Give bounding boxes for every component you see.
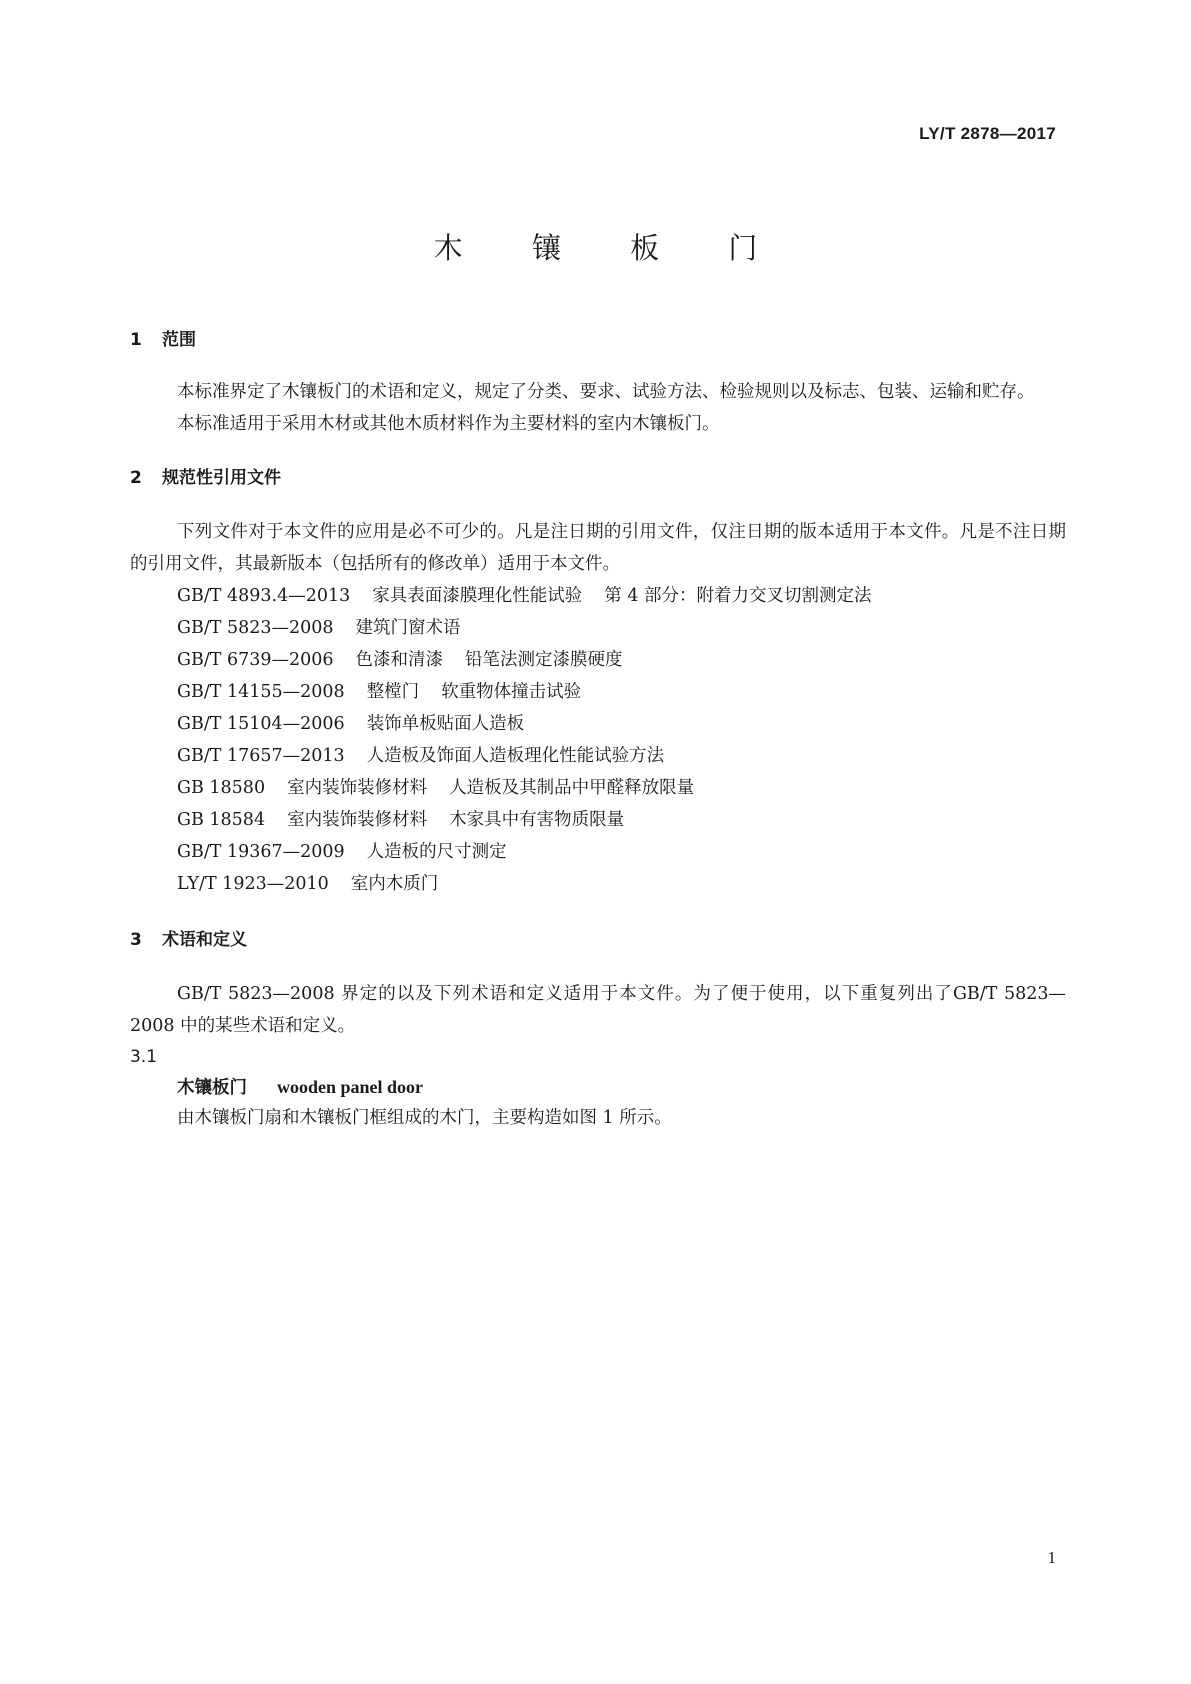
reference-code: GB/T 19367—2009 [177,842,345,862]
reference-list [130,580,1066,900]
term-chinese: 木镶板门 [177,1078,247,1098]
section-number: 2 [130,468,142,488]
reference-title: 室内装饰装修材料 [287,810,428,830]
document-body [130,328,1066,1133]
section-number: 3 [130,930,142,950]
reference-title: 室内装饰装修材料 [287,778,428,798]
reference-code: GB 18584 [177,810,266,830]
reference-title: 室内木质门 [350,874,439,894]
reference-item [130,772,1066,804]
reference-code: LY/T 1923—2010 [177,874,329,894]
reference-code: GB/T 4893.4—2013 [177,586,351,606]
reference-item [130,612,1066,644]
reference-title: 整樘门 [366,682,420,702]
reference-item [130,804,1066,836]
reference-part: 铅笔法测定漆膜硬度 [465,650,623,670]
terms-intro-paragraph: GB/T 5823—2008 界定的以及下列术语和定义适用于本文件。为了便于使用，以下重复列出了GB/T 5823—2008 中的某些术语和定义。 [130,984,1066,1036]
reference-code: GB/T 6739—2006 [177,650,334,670]
term-definition: 由木镶板门扇和木镶板门框组成的木门，主要构造如图 1 所示。 [177,1108,672,1128]
scope-paragraph: 本标准适用于采用木材或其他木质材料作为主要材料的室内木镶板门。 [177,414,720,434]
section-heading-normative-refs [130,466,1066,490]
reference-item [130,740,1066,772]
reference-title: 人造板及饰面人造板理化性能试验方法 [366,746,665,766]
reference-title: 人造板的尺寸测定 [366,842,507,862]
term-english: wooden panel door [277,1077,424,1097]
reference-item [130,580,1066,612]
term-number: 3.1 [130,1047,158,1067]
reference-code: GB/T 17657—2013 [177,746,345,766]
reference-part: 人造板及其制品中甲醛释放限量 [449,778,695,798]
reference-title: 装饰单板贴面人造板 [366,714,525,734]
page-number: 1 [1047,1548,1056,1567]
reference-code: GB/T 5823—2008 [177,618,334,638]
standard-code: LY/T 2878—2017 [919,124,1056,143]
reference-code: GB/T 15104—2006 [177,714,345,734]
reference-part: 软重物体撞击试验 [441,682,582,702]
reference-item [130,676,1066,708]
refs-intro-paragraph: 下列文件对于本文件的应用是必不可少的。凡是注日期的引用文件，仅注日期的版本适用于本文件。凡是不注日期的引用文件，其最新版本（包括所有的修改单）适用于本文件。 [130,522,1066,574]
section-heading-scope [130,328,1066,352]
section-title: 范围 [162,330,196,350]
reference-item [130,836,1066,868]
reference-code: GB 18580 [177,778,266,798]
section-title: 规范性引用文件 [162,468,281,488]
reference-title: 色漆和清漆 [355,650,444,670]
reference-code: GB/T 14155—2008 [177,682,345,702]
section-title: 术语和定义 [162,930,247,950]
reference-title: 家具表面漆膜理化性能试验 [372,586,583,606]
reference-item [130,868,1066,900]
reference-item [130,708,1066,740]
term-entry [130,1072,1066,1103]
section-heading-terms [130,928,1066,952]
reference-part: 木家具中有害物质限量 [449,810,625,830]
reference-title: 建筑门窗术语 [355,618,461,638]
reference-item [130,644,1066,676]
document-title: 木 镶 板 门 [433,231,788,265]
section-number: 1 [130,330,142,350]
reference-part: 第 4 部分：附着力交叉切割测定法 [604,586,872,606]
scope-paragraph: 本标准界定了木镶板门的术语和定义，规定了分类、要求、试验方法、检验规则以及标志、包装、运输和贮存。 [177,382,1035,402]
